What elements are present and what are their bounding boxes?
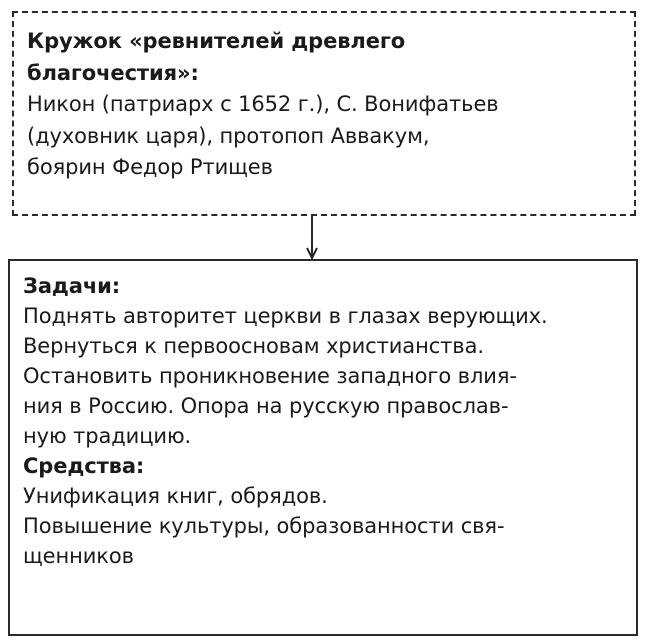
tasks-heading: Задачи: (23, 274, 121, 298)
task-line-2: Вернуться к первоосновам христианства. (23, 334, 484, 358)
circle-members-line-3: боярин Федор Ртищев (27, 155, 273, 179)
task-line-1: Поднять авторитет церкви в глазах верующих. (23, 304, 548, 328)
means-line-2: Повышение культуры, образованности свя- (23, 514, 505, 538)
task-line-5: ную традицию. (23, 424, 192, 448)
circle-title-line-1: Кружок «ревнителей древлего (27, 29, 406, 53)
tasks-and-means-box (8, 259, 638, 636)
circle-title-line-2: благочестия»: (27, 60, 199, 85)
circle-members-line-1: Никон (патриарх с 1652 г.), С. Вонифатьев (27, 92, 499, 116)
means-line-1: Унификация книг, обрядов. (23, 484, 328, 508)
reformers-circle-box (12, 11, 636, 216)
circle-members-line-2: (духовник царя), протопоп Аввакум, (27, 123, 430, 148)
down-arrow-icon (303, 216, 321, 260)
task-line-3: Остановить проникновение западного влия- (23, 364, 517, 388)
task-line-4: ния в Россию. Опора на русскую православ- (23, 394, 509, 418)
means-heading: Средства: (23, 454, 145, 478)
means-line-3: щенников (23, 544, 134, 568)
